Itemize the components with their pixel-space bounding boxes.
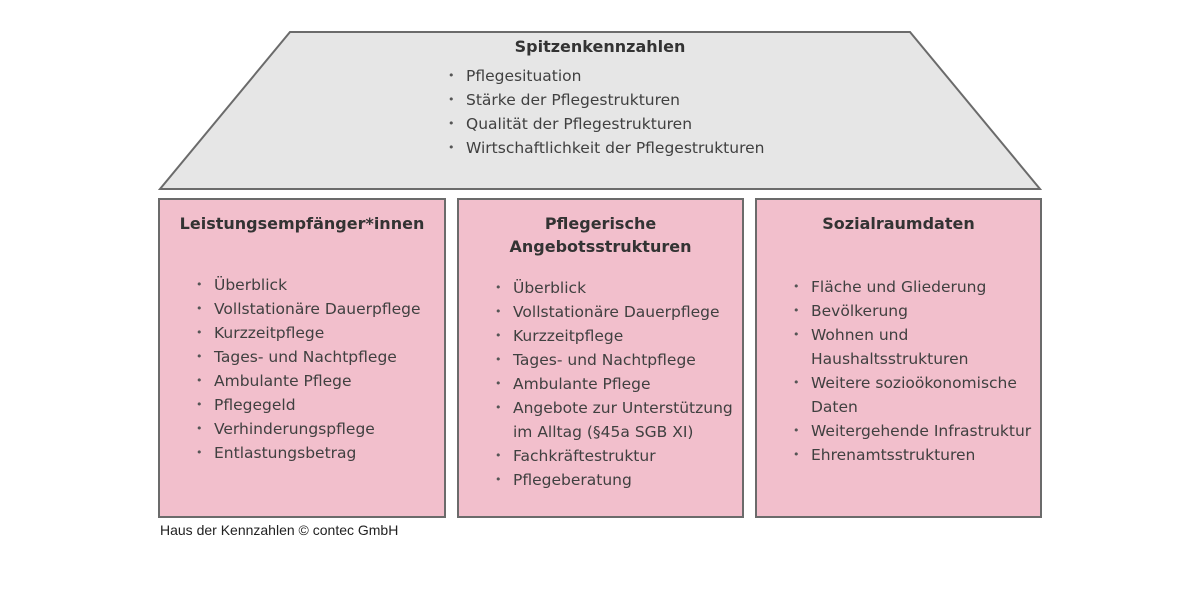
pillar-sozialraumdaten bbox=[755, 198, 1042, 518]
pillar-title: Pflegerische Angebotsstrukturen bbox=[509, 214, 692, 256]
list-item: • Vollstationäre Dauerpflege bbox=[495, 300, 734, 324]
list-item: • Qualität der Pflegestrukturen bbox=[448, 112, 910, 136]
figure-caption: Haus der Kennzahlen © contec GmbH bbox=[160, 522, 399, 538]
list-item: • Pflegesituation bbox=[448, 64, 910, 88]
pillar-leistungsempfaenger bbox=[158, 198, 446, 518]
list-item: • Wirtschaftlichkeit der Pflegestrukturen bbox=[448, 136, 910, 160]
list-item: • Überblick bbox=[495, 276, 734, 300]
pillar-list bbox=[793, 275, 1032, 467]
list-item: • Wohnen und Haushaltsstrukturen bbox=[793, 323, 1032, 371]
list-item: • Fläche und Gliederung bbox=[793, 275, 1032, 299]
list-item: • Tages- und Nachtpflege bbox=[495, 348, 734, 372]
list-item: • Fachkräftestruktur bbox=[495, 444, 734, 468]
list-item: • Entlastungsbetrag bbox=[196, 441, 436, 465]
roof-list bbox=[290, 64, 910, 160]
list-item: • Ehrenamtsstrukturen bbox=[793, 443, 1032, 467]
pillar-title: Sozialraumdaten bbox=[822, 214, 975, 233]
list-item: • Ambulante Pflege bbox=[196, 369, 436, 393]
pillar-title: Leistungsempfänger*innen bbox=[179, 214, 425, 233]
list-item: • Stärke der Pflegestrukturen bbox=[448, 88, 910, 112]
roof-title: Spitzenkennzahlen bbox=[514, 37, 686, 56]
pillar-list bbox=[495, 276, 734, 492]
pillar-angebotsstrukturen bbox=[457, 198, 744, 518]
list-item: • Kurzzeitpflege bbox=[495, 324, 734, 348]
list-item: • Vollstationäre Dauerpflege bbox=[196, 297, 436, 321]
list-item: • Angebote zur Unterstützung im Alltag (§45a SGB XI) bbox=[495, 396, 734, 444]
list-item: • Überblick bbox=[196, 273, 436, 297]
list-item: • Tages- und Nachtpflege bbox=[196, 345, 436, 369]
list-item: • Kurzzeitpflege bbox=[196, 321, 436, 345]
list-item: • Verhinderungspflege bbox=[196, 417, 436, 441]
pillar-list bbox=[196, 273, 436, 465]
list-item: • Ambulante Pflege bbox=[495, 372, 734, 396]
list-item: • Weitergehende Infrastruktur bbox=[793, 419, 1032, 443]
roof-content bbox=[290, 37, 910, 160]
list-item: • Pflegeberatung bbox=[495, 468, 734, 492]
list-item: • Weitere sozioökonomische Daten bbox=[793, 371, 1032, 419]
list-item: • Pflegegeld bbox=[196, 393, 436, 417]
list-item: • Bevölkerung bbox=[793, 299, 1032, 323]
